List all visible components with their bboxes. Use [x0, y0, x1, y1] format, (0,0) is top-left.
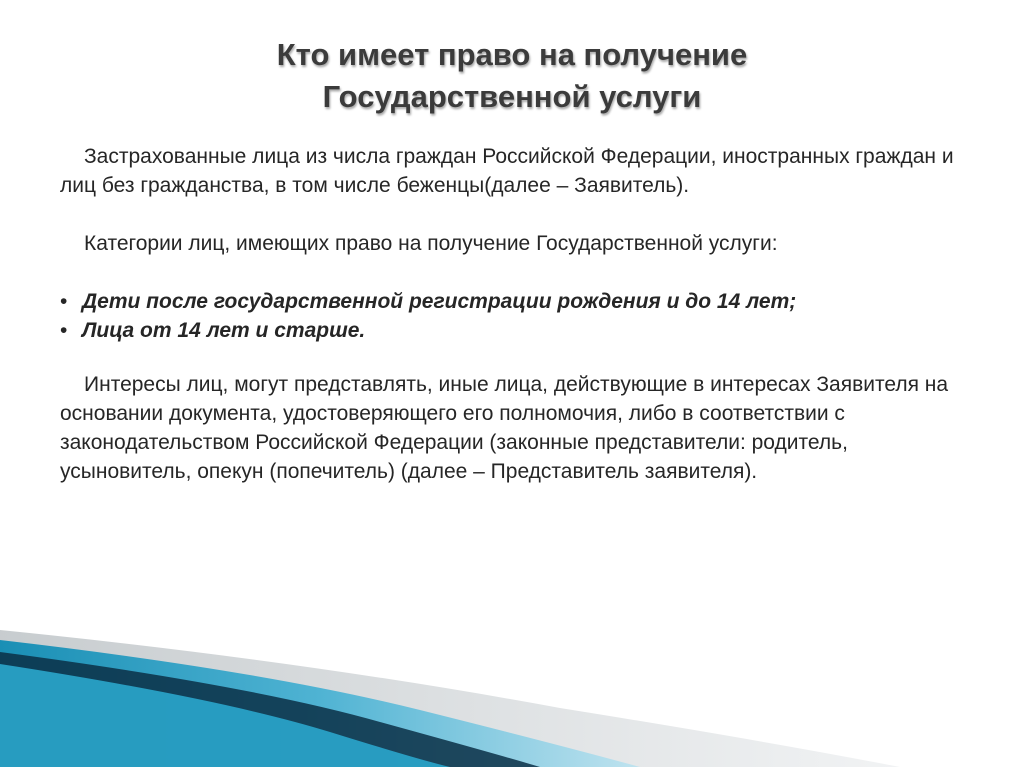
title-line-2: Государственной услуги — [322, 79, 702, 114]
spacer — [60, 258, 970, 287]
list-item — [60, 316, 970, 345]
list-item-text: Дети после государственной регистрации рождения и до 14 лет; — [82, 290, 797, 313]
title-line-1: Кто имеет право на получение — [276, 37, 748, 72]
slide-content — [60, 142, 970, 486]
spacer — [60, 200, 970, 229]
paragraph-representatives: Интересы лиц, могут представлять, иные лица, действующие в интересах Заявителя на основании документа, удостоверяющего его полномочия, либо в соответствии с законодательством Российской Федерации (законные представители: родитель, усыновитель, опекун (попечитель) (далее – Представитель заявителя). — [60, 373, 949, 483]
spacer — [60, 345, 970, 370]
bullet-icon: • — [60, 319, 68, 342]
bullet-icon: • — [60, 290, 68, 313]
list-item — [60, 287, 970, 316]
paragraph-applicants: Застрахованные лица из числа граждан Российской Федерации, иностранных граждан и лиц без гражданства, в том числе беженцы(далее – Заявитель). — [60, 145, 954, 197]
categories-list — [60, 287, 970, 345]
decorative-swoosh — [0, 590, 1024, 767]
slide-title — [0, 34, 1024, 118]
list-item-text: Лица от 14 лет и старше. — [82, 319, 366, 342]
paragraph-categories: Категории лиц, имеющих право на получение Государственной услуги: — [84, 232, 778, 255]
